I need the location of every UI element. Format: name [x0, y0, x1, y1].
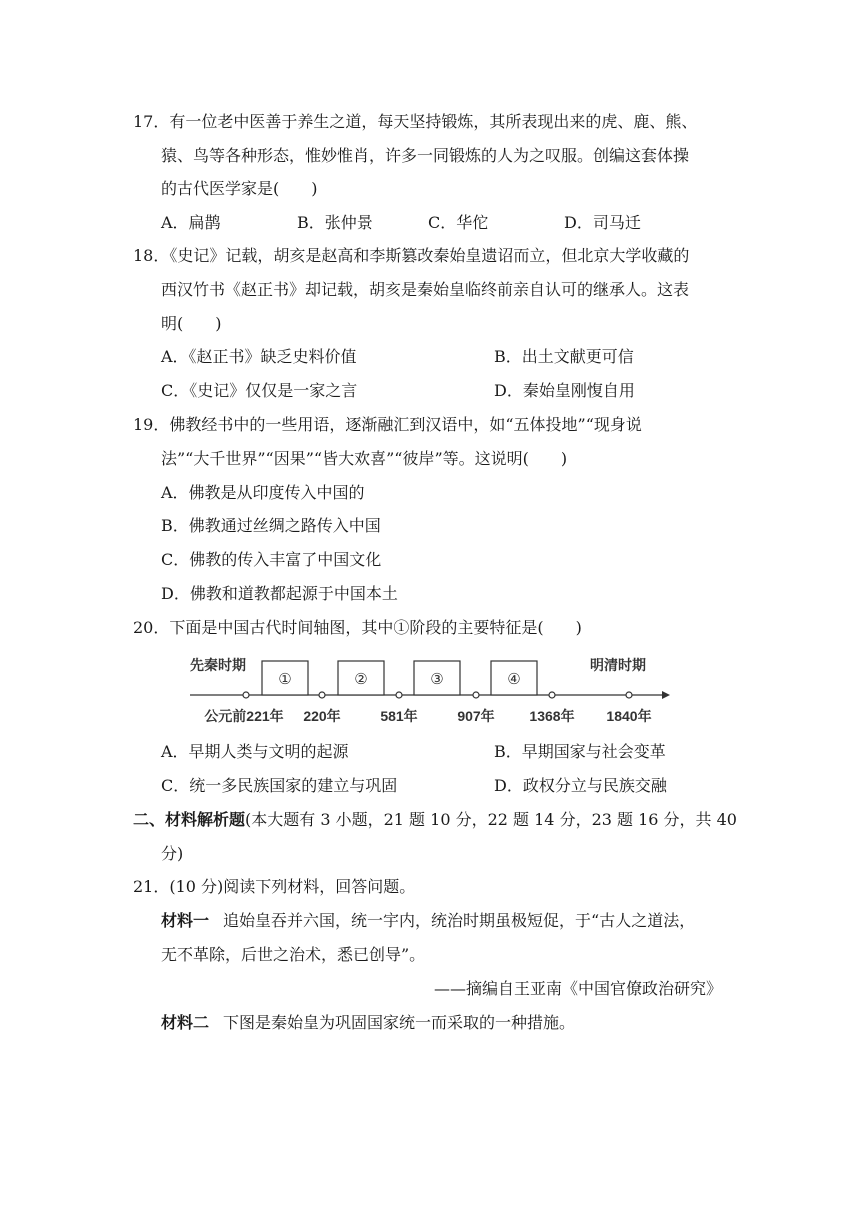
- timeline-stage-3: ③: [430, 670, 444, 688]
- timeline-year-1: 公元前221年: [204, 708, 284, 724]
- section2-desc: (本大题有 3 小题，21 题 10 分，22 题 14 分，23 题 16 分，共 40: [245, 810, 737, 829]
- timeline-point-6: [626, 692, 632, 698]
- q17-option-d: D．司马迁: [564, 213, 641, 232]
- q17-line3: 的古代医学家是( ): [161, 179, 318, 198]
- q18-line1: 18．《史记》记载，胡亥是赵高和李斯篡改秦始皇遗诏而立，但北京大学收藏的: [133, 246, 690, 265]
- q19-line1: 19．佛教经书中的一些用语，逐渐融汇到汉语中，如“五体投地”“现身说: [133, 415, 642, 434]
- q19-option-c: C．佛教的传入丰富了中国文化: [161, 550, 382, 569]
- q20-option-b: B．早期国家与社会变革: [494, 742, 666, 761]
- q19-option-b: B．佛教通过丝绸之路传入中国: [161, 516, 381, 535]
- section2-title: 二、材料解析题: [133, 810, 246, 829]
- q17-line1: 17．有一位老中医善于养生之道，每天坚持锻炼，其所表现出来的虎、鹿、熊、: [133, 112, 698, 131]
- timeline-year-6: 1840年: [606, 708, 652, 724]
- timeline-year-2: 220年: [303, 708, 341, 724]
- timeline-stage-2: ②: [354, 670, 368, 688]
- timeline-arrow-icon: [662, 691, 670, 699]
- q17-option-c: C．华佗: [428, 213, 489, 232]
- timeline-figure: [180, 648, 680, 730]
- q18-option-d: D．秦始皇刚愎自用: [494, 381, 635, 400]
- q19-option-d: D．佛教和道教都起源于中国本土: [161, 584, 398, 603]
- q18-option-b: B．出土文献更可信: [494, 347, 634, 366]
- q18-line2: 西汉竹书《赵正书》却记载，胡亥是秦始皇临终前亲自认可的继承人。这表: [161, 280, 690, 299]
- q18-option-c: C．《史记》仅仅是一家之言: [161, 381, 358, 400]
- q21-material2: [161, 1012, 575, 1034]
- q21-material1: [161, 910, 695, 932]
- timeline-point-3: [396, 692, 402, 698]
- q20-line1: 20．下面是中国古代时间轴图，其中①阶段的主要特征是( ): [133, 618, 582, 637]
- q20-option-a: A．早期人类与文明的起源: [161, 742, 349, 761]
- material2-line1: 下图是秦始皇为巩固国家统一而采取的一种措施。: [223, 1013, 576, 1032]
- timeline-stage-4: ④: [507, 670, 521, 688]
- material1-line2: 无不革除，后世之治术，悉已创导”。: [161, 945, 426, 964]
- material1-label: 材料一: [161, 911, 210, 930]
- timeline-stage-1: ①: [278, 670, 292, 688]
- q17-line2: 猿、鸟等各种形态，惟妙惟肖，许多一同锻炼的人为之叹服。创编这套体操: [161, 146, 690, 165]
- q21-line1: 21．(10 分)阅读下列材料，回答问题。: [133, 877, 416, 896]
- timeline-point-5: [549, 692, 555, 698]
- material1-source: ——摘编自王亚南《中国官僚政治研究》: [433, 979, 722, 998]
- section2-desc-cont: 分): [161, 844, 184, 863]
- q20-option-d: D．政权分立与民族交融: [494, 776, 667, 795]
- q20-option-c: C．统一多民族国家的建立与巩固: [161, 776, 398, 795]
- timeline-point-4: [473, 692, 479, 698]
- timeline-year-4: 907年: [457, 708, 495, 724]
- q18-line3: 明( ): [161, 314, 222, 333]
- timeline-year-3: 581年: [380, 708, 418, 724]
- timeline-year-5: 1368年: [529, 708, 575, 724]
- timeline-left-label: 先秦时期: [190, 657, 246, 673]
- material1-line1: 追始皇吞并六国，统一宇内，统治时期虽极短促，于“古人之道法，: [223, 911, 696, 930]
- q19-option-a: A．佛教是从印度传入中国的: [161, 483, 365, 502]
- q19-line2: 法”“大千世界”“因果”“皆大欢喜”“彼岸”等。这说明( ): [161, 449, 568, 468]
- material2-label: 材料二: [161, 1013, 210, 1032]
- q18-option-a: A．《赵正书》缺乏史料价值: [161, 347, 357, 366]
- timeline-point-2: [319, 692, 325, 698]
- q17-option-a: A．扁鹊: [161, 213, 221, 232]
- timeline-right-label: 明清时期: [590, 657, 646, 673]
- timeline-point-1: [243, 692, 249, 698]
- section2-header: [133, 809, 737, 831]
- q17-option-b: B．张仲景: [297, 213, 373, 232]
